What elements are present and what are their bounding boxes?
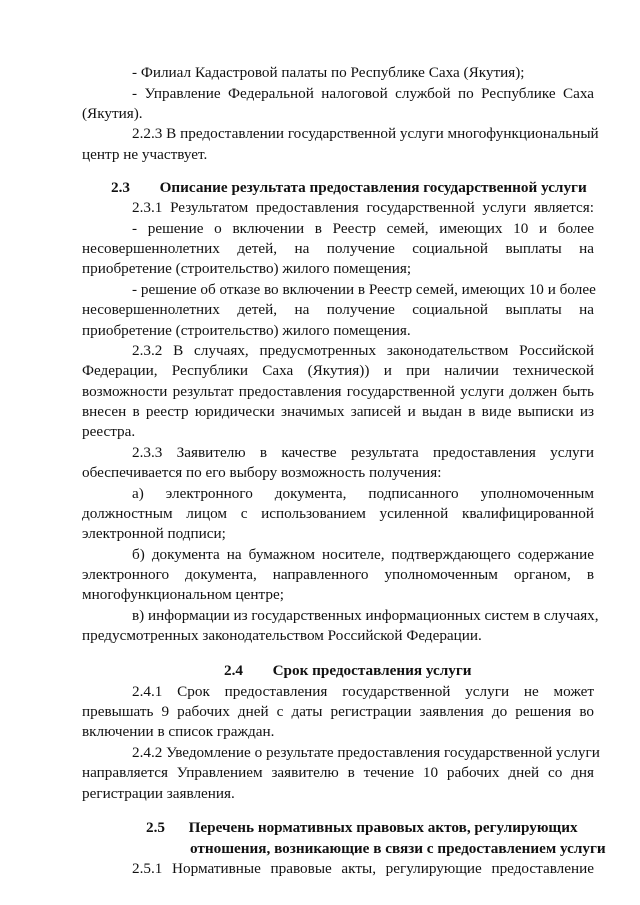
text-line: предусмотренных законодательством Российской Федерации. — [82, 627, 482, 644]
text-line: несовершеннолетних детей, на получение социальной выплаты на — [82, 240, 594, 257]
text-line: возможности результат предоставления государственной услуги должен быть — [82, 383, 594, 400]
text-line: приобретение (строительство) жилого помещения. — [82, 322, 411, 339]
text-line: (Якутия). — [82, 105, 143, 122]
section-heading — [111, 178, 587, 198]
text-line: электронной подписи; — [82, 525, 226, 542]
section-title: Срок предоставления услуги — [272, 662, 472, 679]
section-heading — [146, 818, 578, 838]
text-line: в) информации из государственных информационных систем в случаях, — [132, 607, 599, 624]
text-line: центр не участвует. — [82, 146, 208, 163]
text-line: 2.3.3 Заявителю в качестве результата предоставления услуги — [132, 444, 594, 461]
text-line: реестра. — [82, 423, 136, 440]
section-heading — [224, 661, 472, 681]
text-line: Федерации, Республики Саха (Якутия)) и при наличии технической — [82, 362, 594, 379]
text-line: направляется Управлением заявителю в течение 10 рабочих дней со дня — [82, 764, 594, 781]
section-number: 2.5 — [146, 819, 165, 836]
text-line: превышать 9 рабочих дней с даты регистрации заявления до решения во — [82, 703, 594, 720]
text-line: 2.5.1 Нормативные правовые акты, регулирующие предоставление — [132, 860, 594, 877]
text-line: многофункциональном центре; — [82, 586, 284, 603]
section-title-continuation: отношения, возникающие в связи с предоставлением услуги — [190, 840, 606, 857]
section-title: Описание результата предоставления государственной услуги — [159, 179, 587, 196]
section-number: 2.3 — [111, 179, 130, 196]
text-line: несовершеннолетних детей, на получение социальной выплаты на — [82, 301, 594, 318]
text-line: 2.4.2 Уведомление о результате предоставления государственной услуги — [132, 744, 600, 761]
text-line: - решение об отказе во включении в Реестр семей, имеющих 10 и более — [132, 281, 596, 298]
text-line: 2.3.2 В случаях, предусмотренных законодательством Российской — [132, 342, 594, 359]
text-line: должностным лицом с использованием усиленной квалифицированной — [82, 505, 594, 522]
text-line: регистрации заявления. — [82, 785, 235, 802]
section-number: 2.4 — [224, 662, 243, 679]
text-line: внесен в реестр юридически значимых записей и выдан в виде выписки из — [82, 403, 594, 420]
text-line: - решение о включении в Реестр семей, имеющих 10 и более — [132, 220, 594, 237]
text-line: приобретение (строительство) жилого помещения; — [82, 260, 412, 277]
text-line: включении в список граждан. — [82, 723, 275, 740]
text-line: 2.4.1 Срок предоставления государственной услуги не может — [132, 683, 594, 700]
text-line: а) электронного документа, подписанного уполномоченным — [132, 485, 594, 502]
text-line: 2.3.1 Результатом предоставления государственной услуги является: — [132, 199, 594, 216]
section-title: Перечень нормативных правовых актов, регулирующих — [188, 819, 578, 836]
text-line: обеспечивается по его выбору возможность получения: — [82, 464, 442, 481]
text-line: 2.2.3 В предоставлении государственной услуги многофункциональный — [132, 125, 599, 142]
text-line: - Управление Федеральной налоговой службой по Республике Саха — [132, 85, 594, 102]
text-line: - Филиал Кадастровой палаты по Республике Саха (Якутия); — [132, 64, 525, 81]
text-line: электронного документа, направленного уполномоченным органом, в — [82, 566, 594, 583]
text-line: б) документа на бумажном носителе, подтверждающего содержание — [132, 546, 594, 563]
